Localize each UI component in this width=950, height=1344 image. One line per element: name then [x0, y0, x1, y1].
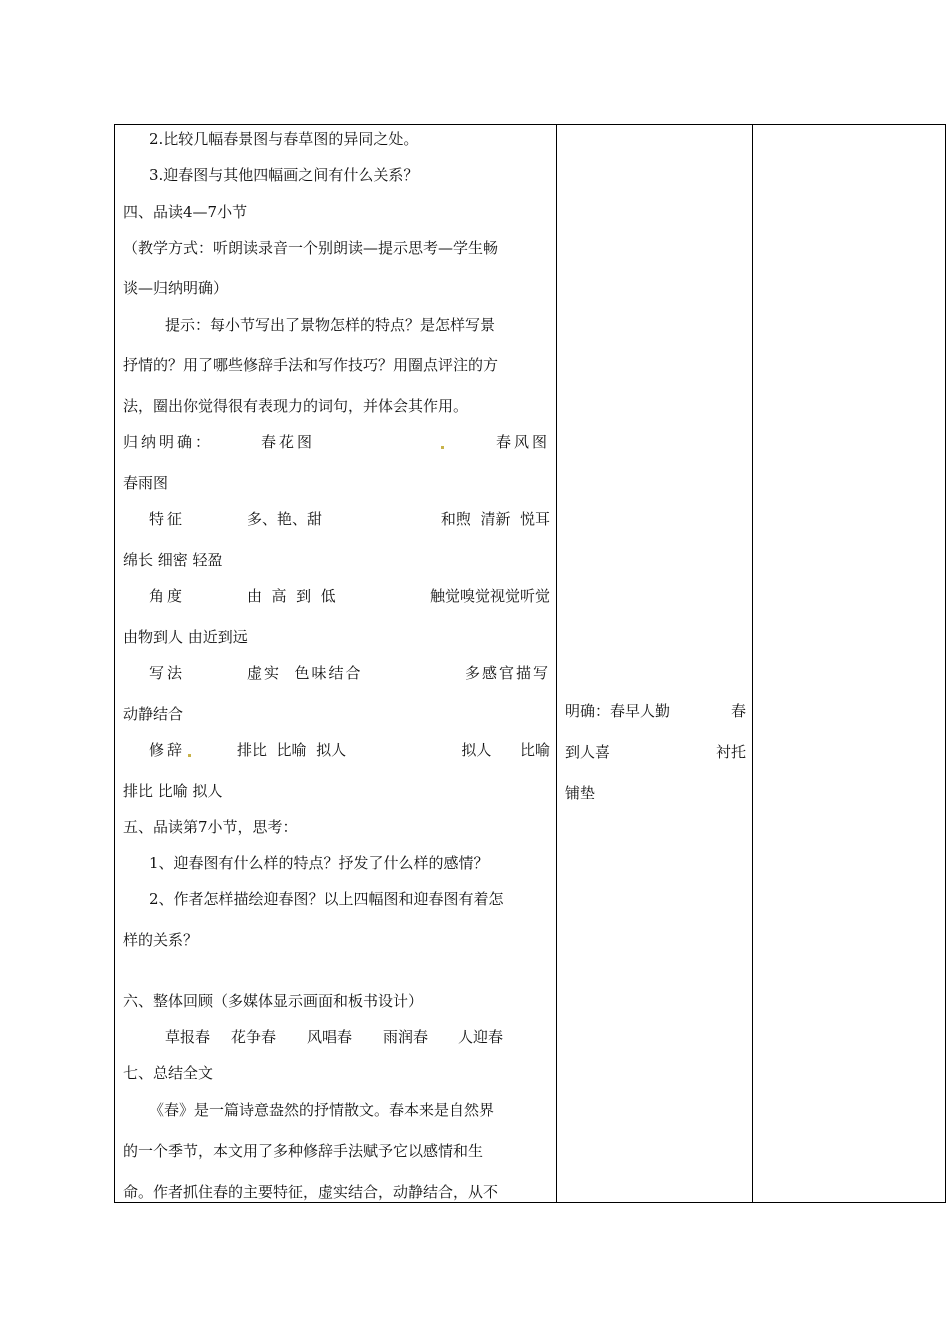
column-divider [752, 125, 753, 1202]
feature-row [149, 509, 550, 529]
rhetoric-b: 拟人 比喻 [461, 741, 550, 759]
method-a: 虚实 色味结合 [247, 664, 363, 682]
conclusion-line1: 《春》是一篇诗意盎然的抒情散文。春本来是自然界 [149, 1101, 495, 1119]
section-6-title: 六、整体回顾（多媒体显示画面和板书设计） [123, 992, 424, 1010]
conclusion-line3: 命。作者抓住春的主要特征，虚实结合，动静结合，从不 [123, 1183, 499, 1201]
clarify-text-b1: 到人喜 [565, 743, 611, 761]
section-5-question-1: 1、迎春图有什么样的特点？抒发了什么样的感情？ [149, 854, 489, 872]
clarify-line3: 铺垫 [565, 784, 596, 802]
angle-c: 由物到人 由近到远 [123, 628, 248, 646]
teaching-process-column [115, 125, 556, 1202]
hint-line1: 提示：每小节写出了景物怎样的特点？是怎样写景 [165, 316, 496, 334]
item-flower: 花争春 [231, 1028, 277, 1046]
question-3: 3.迎春图与其他四幅画之间有什么关系？ [149, 166, 419, 184]
conclusion-line2: 的一个季节，本文用了多种修辞手法赋予它以感情和生 [123, 1142, 484, 1160]
section-4-title: 四、品读4—7小节 [123, 203, 248, 221]
teaching-method-line2: 谈—归纳明确） [123, 279, 229, 297]
section-5-question-2-line1: 2、作者怎样描绘迎春图？以上四幅图和迎春图有着怎 [149, 890, 504, 908]
rhetoric-c: 排比 比喻 拟人 [123, 782, 223, 800]
hint-line2: 抒情的？用了哪些修辞手法和写作技巧？用圈点评注的方 [123, 356, 499, 374]
hint-line3: 法，圈出你觉得很有表现力的词句，并体会其作用。 [123, 397, 469, 415]
rhetoric-row [149, 740, 550, 760]
clarify-line2 [565, 742, 746, 762]
method-c: 动静结合 [123, 705, 184, 723]
feature-b: 和煦 清新 悦耳 [440, 510, 550, 528]
method-label: 写法 [149, 664, 186, 682]
section-7-title: 七、总结全文 [123, 1064, 214, 1082]
question-2: 2.比较几幅春景图与春草图的异同之处。 [149, 130, 419, 148]
item-wind: 风唱春 [307, 1028, 353, 1046]
summary-col-c: 春雨图 [123, 474, 169, 492]
summary-label: 归纳明确： [123, 433, 214, 451]
angle-label: 角度 [149, 587, 186, 605]
method-b: 多感官描写 [464, 664, 550, 682]
feature-c: 绵长 细密 轻盈 [123, 551, 223, 569]
section-5-question-2-line2: 样的关系？ [123, 931, 199, 949]
angle-b: 触觉嗅觉视觉听觉 [429, 587, 550, 605]
clarify-line1 [565, 701, 746, 721]
clarify-text-b2: 衬托 [715, 743, 746, 761]
clarify-text-a1: 明确：春早人勤 [565, 702, 671, 720]
feature-a: 多、艳、甜 [247, 510, 323, 528]
rhetoric-a: 排比 比喻 拟人 [237, 741, 347, 759]
marker-dot [188, 754, 191, 757]
rhetoric-label: 修辞 [149, 741, 186, 759]
marker-dot [441, 446, 444, 449]
method-row [149, 663, 550, 683]
item-people: 人迎春 [458, 1028, 504, 1046]
angle-a: 由 高 到 低 [247, 587, 336, 605]
feature-label: 特征 [149, 510, 186, 528]
teaching-method-line1: （教学方式：听朗读录音一个别朗读—提示思考—学生畅 [123, 239, 499, 257]
item-rain: 雨润春 [383, 1028, 429, 1046]
summary-col-b: 春风图 [495, 433, 550, 451]
item-grass: 草报春 [165, 1028, 211, 1046]
student-activity-column [557, 125, 752, 1202]
clarify-text-a2: 春 [730, 702, 746, 720]
lesson-table [114, 124, 946, 1203]
section-6-items [165, 1027, 550, 1047]
angle-row [149, 586, 550, 606]
summary-col-a: 春花图 [261, 433, 316, 451]
summary-header [123, 432, 550, 452]
section-5-title: 五、品读第7小节，思考： [123, 818, 298, 836]
